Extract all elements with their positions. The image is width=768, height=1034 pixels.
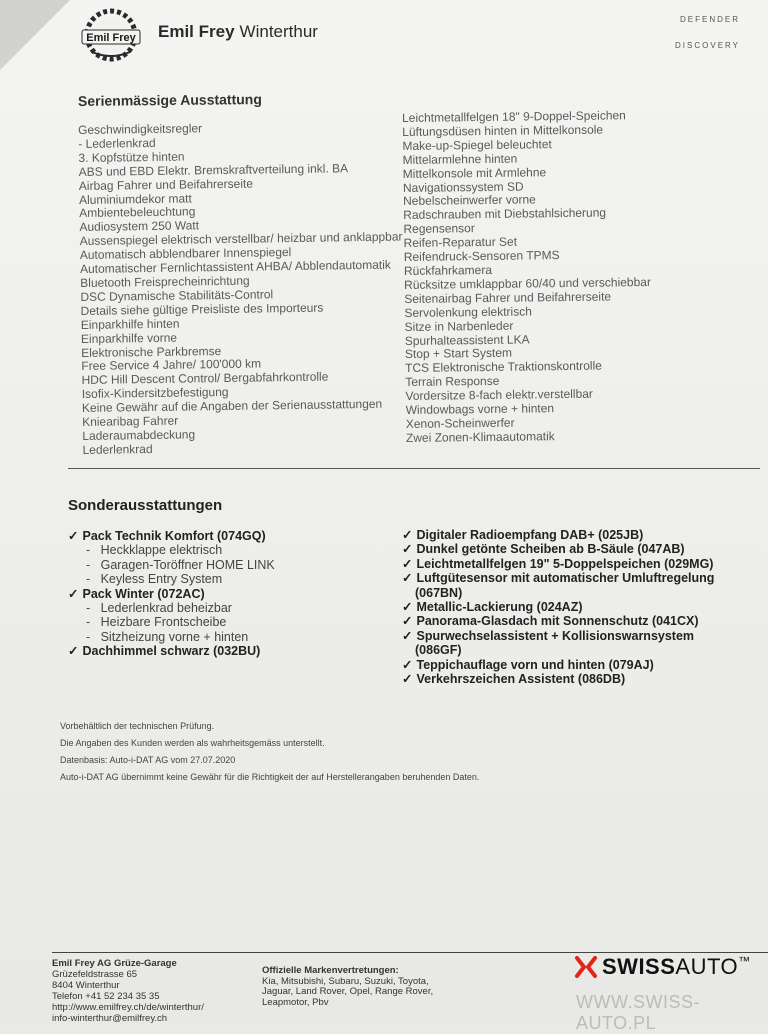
dash: -	[86, 601, 91, 616]
swissauto-watermark	[574, 954, 750, 980]
standard-item: Rückfahrkamera	[403, 262, 493, 278]
standard-item: Rücksitze umklappbar 60/40 und verschiebbar	[404, 274, 651, 292]
dash: -	[86, 543, 91, 558]
standard-item: Lederlenkrad	[82, 441, 153, 457]
standard-item: DSC Dynamische Stabilitäts-Control	[80, 287, 274, 304]
footer-brands	[262, 966, 433, 1008]
note-line: Datenbasis: Auto-i-DAT AG vom 27.07.2020	[60, 755, 236, 765]
option-label: Dachhimmel schwarz (032BU)	[82, 644, 261, 659]
standard-item: Audiosystem 250 Watt	[79, 218, 200, 235]
footer-divider	[52, 952, 768, 953]
check-icon: ✓	[402, 542, 413, 557]
standard-item: 3. Kopfstütze hinten	[78, 149, 185, 165]
standard-item: Spurhalteassistent LKA	[404, 331, 530, 348]
standard-item: Laderaumabdeckung	[82, 427, 196, 443]
brand-location: Winterthur	[239, 22, 318, 41]
option-item	[402, 557, 714, 571]
option-label: Spurwechselassistent + Kollisionswarnsystem	[416, 628, 695, 643]
footer-address	[52, 958, 204, 1024]
options-list-right	[402, 528, 714, 686]
standard-item: Stop + Start System	[404, 346, 513, 362]
standard-item: Seitenairbag Fahrer und Beifahrerseite	[404, 289, 612, 306]
footer-brand-line: Leapmotor, Pbv	[262, 996, 329, 1008]
brand-name	[158, 22, 318, 42]
option-label: Dunkel getönte Scheiben ab B-Säule (047AB)	[416, 542, 685, 557]
standard-item: Navigationssystem SD	[402, 179, 524, 195]
section-divider	[68, 468, 760, 469]
standard-item: Kniearibag Fahrer	[82, 413, 179, 430]
option-item	[402, 629, 714, 643]
subitem-label: Lederlenkrad beheizbar	[100, 601, 232, 616]
emil-frey-logo	[80, 8, 142, 62]
standard-item: Einparkhilfe hinten	[80, 316, 180, 332]
standard-item: Isofix-Kindersitzbefestigung	[81, 385, 229, 402]
option-subitem	[68, 601, 275, 615]
watermark-url: WWW.SWISS-AUTO.PL	[576, 992, 700, 1033]
standard-equipment-title: Serienmässige Ausstattung	[77, 91, 262, 109]
standard-item: Automatisch abblendbarer Innenspiegel	[79, 245, 292, 263]
standard-item: HDC Hill Descent Control/ Bergabfahrkontrolle	[81, 369, 329, 388]
option-label: Digitaler Radioempfang DAB+ (025JB)	[416, 528, 644, 542]
standard-item: ABS und EBD Elektr. Bremskraftverteilung inkl. BA	[78, 160, 349, 179]
standard-item: TCS Elektronische Traktionskontrolle	[405, 358, 602, 376]
option-label: Pack Winter (072AC)	[82, 586, 205, 601]
check-icon: ✓	[402, 528, 413, 542]
standard-item: Reifendruck-Sensoren TPMS	[403, 248, 560, 265]
option-item	[402, 600, 714, 614]
check-icon: ✓	[68, 529, 79, 543]
footer-phone: Telefon +41 52 234 35 35	[52, 991, 160, 1002]
option-code: (067BN)	[415, 585, 463, 600]
dash: -	[86, 572, 91, 587]
dash: -	[86, 615, 91, 630]
standard-item: Geschwindigkeitsregler	[77, 121, 203, 137]
option-pack-technik	[68, 529, 275, 543]
standard-item: Mittelarmlehne hinten	[402, 151, 518, 167]
watermark-name-b: AUTO	[675, 954, 739, 979]
option-subitem	[68, 630, 275, 644]
standard-item: Radschrauben mit Diebstahlsicherung	[403, 205, 607, 223]
footer-brands-title: Offizielle Markenvertretungen:	[262, 965, 399, 976]
option-dachhimmel	[68, 644, 275, 658]
option-label: Metallic-Lackierung (024AZ)	[416, 600, 583, 615]
brand-company: Emil Frey	[158, 22, 235, 41]
check-icon: ✓	[402, 672, 413, 687]
standard-item: Windowbags vorne + hinten	[405, 401, 555, 418]
subitem-label: Heckklappe elektrisch	[100, 543, 223, 558]
watermark-tm: ™	[738, 954, 751, 968]
standard-item: Make-up-Spiegel beleuchtet	[402, 136, 552, 153]
standard-item: Airbag Fahrer und Beifahrerseite	[78, 176, 254, 193]
standard-item: Free Service 4 Jahre/ 100'000 km	[81, 356, 262, 374]
standard-list-left	[78, 119, 405, 457]
subitem-label: Sitzheizung vorne + hinten	[100, 629, 249, 644]
dash: -	[86, 629, 91, 644]
check-icon: ✓	[402, 571, 413, 586]
check-icon: ✓	[402, 556, 413, 571]
check-icon: ✓	[402, 600, 413, 615]
option-item	[402, 658, 714, 672]
option-item	[402, 614, 714, 628]
standard-item: Aluminiumdekor matt	[78, 190, 192, 207]
check-icon: ✓	[68, 644, 79, 659]
disclaimer-notes	[60, 718, 479, 786]
option-subitem	[68, 543, 275, 557]
check-icon: ✓	[402, 657, 413, 672]
standard-item: Regensensor	[403, 221, 475, 237]
option-label: Luftgütesensor mit automatischer Umluftregelung	[416, 571, 715, 586]
standard-item: Xenon-Scheinwerfer	[405, 415, 515, 431]
option-item	[402, 528, 714, 542]
option-label: Pack Technik Komfort (074GQ)	[82, 529, 266, 543]
option-item	[402, 542, 714, 556]
option-label: Leichtmetallfelgen 19" 5-Doppelspeichen (029MG)	[416, 556, 714, 571]
standard-item: Terrain Response	[405, 374, 500, 390]
option-subitem	[68, 558, 275, 572]
standard-item: Sitze in Narbenleder	[404, 318, 514, 334]
footer-address-line: 8404 Winterthur	[52, 980, 120, 991]
note-line: Auto-i-DAT AG übernimmt keine Gewähr für die Richtigkeit der auf Herstellerangaben beruhenden Daten.	[60, 772, 480, 782]
dash: -	[86, 557, 91, 572]
standard-list-right	[402, 109, 653, 446]
option-subitem	[68, 615, 275, 629]
standard-item: Aussenspiegel elektrisch verstellbar/ heizbar und anklappbar	[79, 229, 403, 249]
standard-item: Details siehe gültige Preisliste des Importeurs	[80, 300, 324, 318]
option-label: Panorama-Glasdach mit Sonnenschutz (041CX)	[416, 614, 699, 629]
check-icon: ✓	[402, 614, 413, 629]
standard-item: Mittelkonsole mit Armlehne	[402, 164, 547, 181]
footer-url[interactable]: http://www.emilfrey.ch/de/winterthur/	[52, 1002, 204, 1013]
option-subitem	[68, 572, 275, 586]
standard-item: Nebelscheinwerfer vorne	[403, 192, 536, 209]
swissauto-x-icon	[574, 955, 598, 979]
marque-discovery: DISCOVERY	[675, 41, 740, 50]
footer-company: Emil Frey AG Grüze-Garage	[52, 958, 177, 969]
option-label: Teppichauflage vorn und hinten (079AJ)	[416, 657, 654, 672]
standard-item: Bluetooth Freisprecheinrichtung	[80, 273, 250, 290]
standard-item: Elektronische Parkbremse	[81, 343, 222, 360]
options-title: Sonderausstattungen	[68, 497, 223, 514]
standard-item: Leichtmetallfelgen 18" 9-Doppel-Speichen	[401, 108, 626, 125]
standard-item: Automatischer Fernlichtassistent AHBA/ Abblendautomatik	[79, 257, 391, 277]
svg-text:Emil Frey: Emil Frey	[86, 32, 136, 44]
footer-email[interactable]: info-winterthur@emilfrey.ch	[52, 1013, 168, 1024]
note-line: Vorbehältlich der technischen Prüfung.	[60, 721, 215, 731]
footer-address-line: Grüzefeldstrasse 65	[52, 969, 138, 980]
footer-brand-line: Jaguar, Land Rover, Opel, Range Rover,	[262, 986, 434, 997]
standard-item: - Lederlenkrad	[78, 135, 156, 151]
subitem-label: Garagen-Toröffner HOME LINK	[100, 557, 275, 572]
check-icon: ✓	[402, 628, 413, 643]
note-line: Die Angaben des Kunden werden als wahrheitsgemäss unterstellt.	[60, 738, 325, 748]
subitem-label: Heizbare Frontscheibe	[100, 615, 227, 630]
standard-item: Reifen-Reparatur Set	[403, 234, 518, 251]
option-label: Verkehrszeichen Assistent (086DB)	[416, 672, 626, 687]
marque-defender: DEFENDER	[679, 15, 740, 24]
standard-item: Einparkhilfe vorne	[80, 330, 178, 346]
standard-item: Servolenkung elektrisch	[404, 304, 532, 320]
option-pack-winter	[68, 587, 275, 601]
option-item	[402, 672, 714, 686]
standard-item: Zwei Zonen-Klimaautomatik	[405, 429, 555, 445]
standard-item: Ambientebeleuchtung	[79, 204, 196, 221]
standard-item: Vordersitze 8-fach elektr.verstellbar	[405, 386, 593, 404]
watermark-name-a: SWISS	[602, 954, 676, 979]
subitem-label: Keyless Entry System	[100, 572, 223, 587]
page-fold-shadow	[0, 0, 70, 70]
option-code: (086GF)	[415, 643, 462, 658]
standard-item: Keine Gewähr auf die Angaben der Serienausstattungen	[81, 396, 383, 416]
check-icon: ✓	[68, 586, 79, 601]
option-item	[402, 571, 714, 585]
footer-brand-line: Kia, Mitsubishi, Subaru, Suzuki, Toyota,	[262, 975, 429, 987]
standard-item: Lüftungsdüsen hinten in Mittelkonsole	[402, 122, 604, 139]
options-list-left	[68, 529, 275, 659]
